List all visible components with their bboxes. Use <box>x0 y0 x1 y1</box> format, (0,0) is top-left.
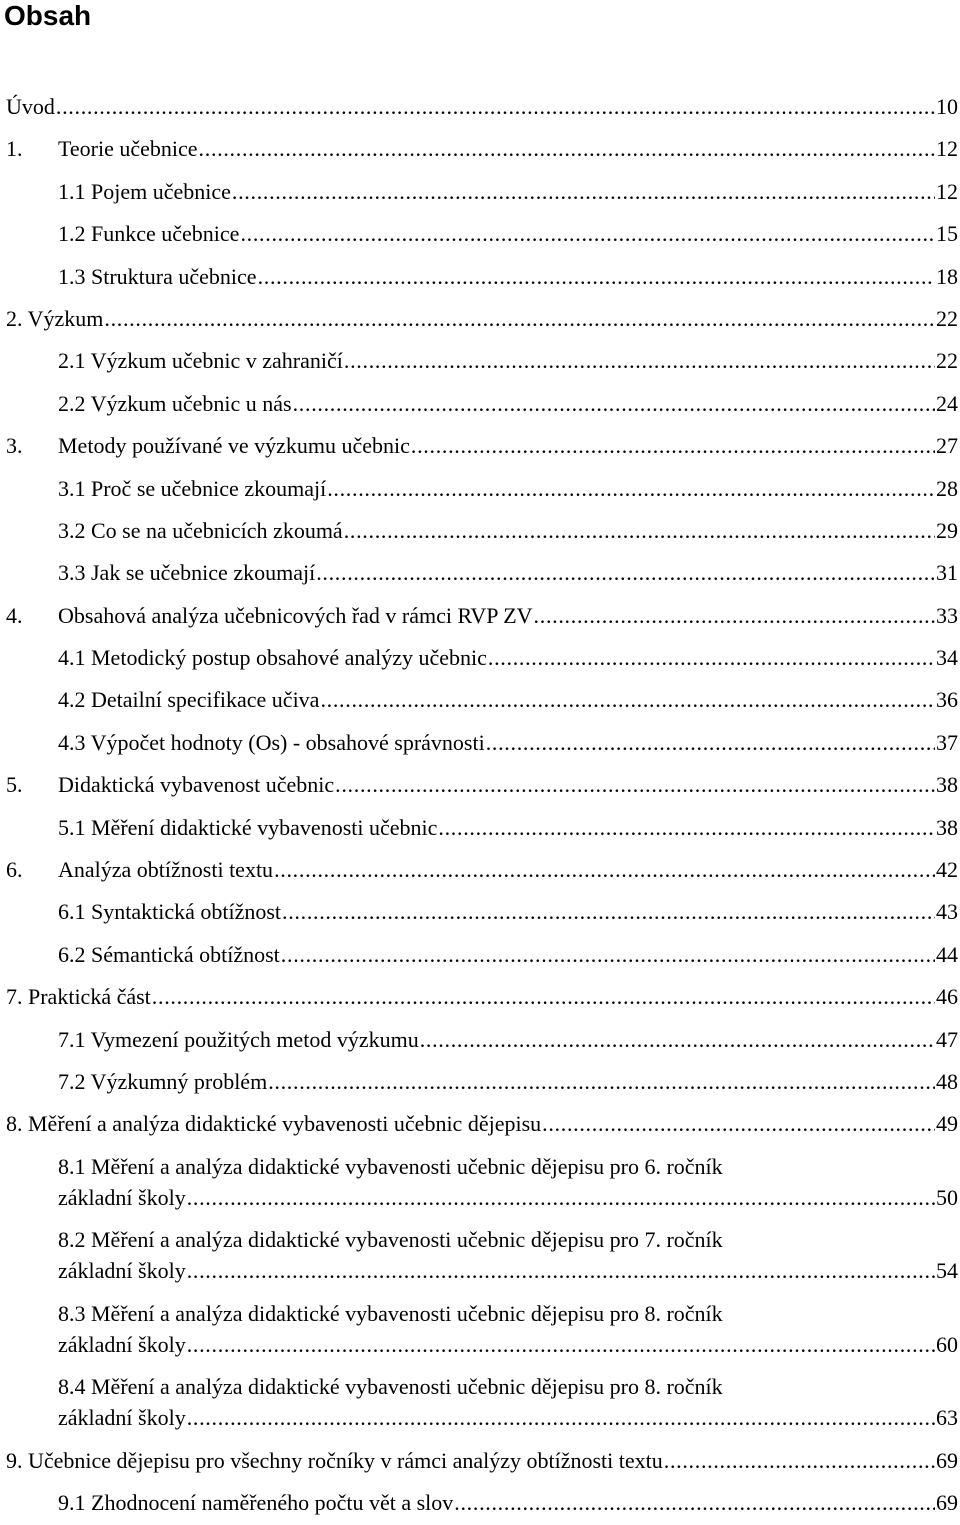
toc-entry-title: 8.2 Měření a analýza didaktické vybavenosti učebnic dějepisu pro 7. ročník <box>58 1227 723 1253</box>
toc-entry-title: 8.1 Měření a analýza didaktické vybavenosti učebnic dějepisu pro 6. ročník <box>58 1153 723 1179</box>
toc-entry[interactable] <box>0 849 960 891</box>
toc-entry-label <box>6 92 55 122</box>
toc-page-number: 15 <box>936 221 958 247</box>
toc-entry-label <box>58 897 281 927</box>
toc-entry-label <box>58 262 257 292</box>
toc-leader-dots <box>316 558 935 588</box>
toc-entry-label <box>6 770 334 800</box>
toc-page-number: 43 <box>936 899 958 925</box>
toc-entry[interactable] <box>0 891 960 933</box>
toc-leader-dots <box>344 516 935 546</box>
toc-entry-title: 9.1 Zhodnocení naměřeného počtu vět a slov <box>58 1490 454 1516</box>
toc-entry[interactable] <box>0 468 960 510</box>
toc-entry-title: 8. Měření a analýza didaktické vybavenosti učebnic dějepisu <box>6 1111 542 1137</box>
toc-leader-dots <box>282 897 935 927</box>
toc-page-number: 42 <box>936 857 958 883</box>
toc-entry[interactable] <box>0 1103 960 1145</box>
toc-entry[interactable] <box>0 1482 960 1524</box>
toc-entry-title: 7. Praktická část <box>6 984 151 1010</box>
toc-entry-title: Teorie učebnice <box>58 136 198 162</box>
toc-entry-title: 3.1 Proč se učebnice zkoumají <box>58 475 327 501</box>
toc-page-number: 34 <box>936 645 958 671</box>
toc-entry[interactable] <box>0 934 960 976</box>
toc-page-number: 22 <box>936 305 958 331</box>
toc-leader-dots <box>293 389 935 419</box>
toc-leader-dots <box>56 92 935 122</box>
toc-entry-label <box>58 346 343 376</box>
toc-entry-label <box>58 685 319 715</box>
toc-leader-dots <box>411 431 935 461</box>
toc-entry[interactable] <box>0 1061 960 1103</box>
toc-entry[interactable] <box>0 425 960 467</box>
toc-page-number: 50 <box>936 1184 958 1210</box>
toc-entry[interactable] <box>0 213 960 255</box>
toc-entry-label <box>58 728 485 758</box>
toc-entry-title: 6.1 Syntaktická obtížnost <box>58 899 282 925</box>
toc-leader-dots <box>104 304 935 334</box>
toc-entry-title: 8.3 Měření a analýza didaktické vybavenosti učebnic dějepisu pro 8. ročník <box>58 1300 723 1326</box>
toc-entry-title-continued: základní školy <box>58 1331 186 1357</box>
toc-page-number: 69 <box>936 1490 958 1516</box>
toc-entry-title: 8.4 Měření a analýza didaktické vybavenosti učebnic dějepisu pro 8. ročník <box>58 1374 723 1400</box>
toc-entry-label <box>6 855 273 885</box>
toc-leader-dots <box>274 855 935 885</box>
toc-page-number: 29 <box>936 517 958 543</box>
toc-leader-dots <box>438 813 935 843</box>
toc-page-number: 24 <box>936 390 958 416</box>
toc-leader-dots <box>240 219 935 249</box>
toc-page-number: 27 <box>936 433 958 459</box>
toc-entry-title-continued: základní školy <box>58 1184 186 1210</box>
toc-entry-label <box>58 1488 453 1518</box>
toc-page-number: 28 <box>936 475 958 501</box>
toc-entry-title: 2.1 Výzkum učebnic v zahraničí <box>58 348 343 374</box>
toc-entry-label <box>58 643 487 673</box>
toc-entry-label <box>6 134 198 164</box>
toc-leader-dots <box>187 1403 935 1433</box>
toc-leader-dots <box>152 982 935 1012</box>
toc-page-number: 49 <box>936 1111 958 1137</box>
toc-page-number: 10 <box>936 94 958 119</box>
toc-entry-label <box>58 813 437 843</box>
toc-entry-title: 1.2 Funkce učebnice <box>58 221 240 247</box>
toc-entry-title: 7.1 Vymezení použitých metod výzkumu <box>58 1026 419 1052</box>
toc-leader-dots <box>542 1109 935 1139</box>
toc-entry[interactable] <box>0 1366 960 1440</box>
toc-entry[interactable] <box>0 1146 960 1220</box>
toc-entry-title-continued: základní školy <box>58 1258 186 1284</box>
toc-entry[interactable] <box>0 679 960 721</box>
toc-entry[interactable] <box>0 256 960 298</box>
toc-entry[interactable] <box>0 1019 960 1061</box>
toc-entry-label <box>6 431 410 461</box>
toc-entry[interactable] <box>0 1293 960 1367</box>
toc-entry[interactable] <box>0 383 960 425</box>
toc-entry-label <box>6 601 533 631</box>
toc-leader-dots <box>281 940 935 970</box>
toc-entry-label <box>6 304 103 334</box>
toc-entry-label <box>6 982 151 1012</box>
toc-page-number: 18 <box>936 263 958 289</box>
toc-entry-title: 1.1 Pojem učebnice <box>58 178 231 204</box>
toc-page-number: 12 <box>936 178 958 204</box>
toc-page-number: 63 <box>936 1405 958 1431</box>
toc-entry-title: 9. Učebnice dějepisu pro všechny ročníky v rámci analýzy obtížnosti textu <box>6 1447 663 1473</box>
toc-page-number: 60 <box>936 1331 958 1357</box>
toc-page-number: 22 <box>936 348 958 374</box>
toc-leader-dots <box>420 1025 935 1055</box>
toc-entry-title: 2.2 Výzkum učebnic u nás <box>58 390 292 416</box>
toc-leader-dots <box>187 1256 935 1286</box>
toc-entry[interactable] <box>0 807 960 849</box>
toc-page-number: 12 <box>936 136 958 162</box>
toc-entry[interactable] <box>0 722 960 764</box>
toc-entry[interactable] <box>0 340 960 382</box>
toc-leader-dots <box>534 601 935 631</box>
toc-entry-title: 4.2 Detailní specifikace učiva <box>58 687 320 713</box>
toc-entry-label <box>58 1067 267 1097</box>
toc-entry-title: 3.2 Co se na učebnicích zkoumá <box>58 517 343 543</box>
toc-leader-dots <box>232 177 935 207</box>
toc-entry[interactable] <box>0 595 960 637</box>
toc-entry[interactable] <box>0 298 960 340</box>
toc-entry-title: 3.3 Jak se učebnice zkoumají <box>58 560 316 586</box>
toc-entry-title: 4.1 Metodický postup obsahové analýzy učebnic <box>58 645 487 671</box>
toc-entry-number: 4. <box>6 602 23 628</box>
toc-leader-dots <box>486 728 935 758</box>
toc-entry-label <box>58 1025 419 1055</box>
toc-entry[interactable] <box>0 552 960 594</box>
toc-entry-label <box>58 558 315 588</box>
toc-leader-dots <box>327 474 935 504</box>
toc-page-number: 54 <box>936 1258 958 1284</box>
toc-leader-dots <box>268 1067 935 1097</box>
toc-entry-title: 6.2 Sémantická obtížnost <box>58 941 280 967</box>
toc-entry-label <box>58 177 231 207</box>
toc-entry[interactable] <box>0 128 960 170</box>
toc-entry[interactable] <box>0 1219 960 1293</box>
toc-entry-label <box>58 389 292 419</box>
toc-leader-dots <box>320 685 935 715</box>
toc-entry-title: 4.3 Výpočet hodnoty (Os) - obsahové správnosti <box>58 729 485 755</box>
toc-page-number: 33 <box>936 602 958 628</box>
toc-page-number: 44 <box>936 941 958 967</box>
toc-page-number: 47 <box>936 1026 958 1052</box>
toc-entry-title: Úvod <box>6 94 55 119</box>
toc-leader-dots <box>454 1488 935 1518</box>
toc-entry-title: Obsahová analýza učebnicových řad v rámci RVP ZV <box>58 602 533 628</box>
toc-entry-number: 3. <box>6 433 23 459</box>
toc-entry-title: 2. Výzkum <box>6 305 104 331</box>
toc-page-number: 38 <box>936 772 958 798</box>
toc-entry-title: Didaktická vybavenost učebnic <box>58 772 335 798</box>
table-of-contents <box>0 86 960 1525</box>
toc-entry-title: Analýza obtížnosti textu <box>58 857 274 883</box>
toc-leader-dots <box>258 262 935 292</box>
toc-leader-dots <box>187 1330 935 1360</box>
toc-entry-title: 1.3 Struktura učebnice <box>58 263 257 289</box>
toc-entry-title-continued: základní školy <box>58 1405 186 1431</box>
toc-page-number: 38 <box>936 814 958 840</box>
toc-entry-label <box>6 1446 663 1476</box>
toc-page-number: 46 <box>936 984 958 1010</box>
toc-entry[interactable] <box>0 764 960 806</box>
toc-entry[interactable] <box>0 86 960 128</box>
toc-leader-dots <box>664 1446 935 1476</box>
toc-entry-title: Metody používané ve výzkumu učebnic <box>58 433 410 459</box>
toc-entry-label <box>58 474 326 504</box>
toc-leader-dots <box>488 643 935 673</box>
toc-entry-number: 6. <box>6 857 23 883</box>
toc-entry-label <box>58 940 280 970</box>
toc-leader-dots <box>335 770 935 800</box>
toc-entry-number: 1. <box>6 136 23 162</box>
toc-entry-title: 5.1 Měření didaktické vybavenosti učebnic <box>58 814 438 840</box>
toc-entry-label <box>58 516 343 546</box>
page-title: Obsah <box>4 0 92 31</box>
toc-entry-label <box>6 1109 541 1139</box>
toc-entry[interactable] <box>0 637 960 679</box>
toc-entry-label <box>58 219 239 249</box>
toc-page-number: 31 <box>936 560 958 586</box>
toc-leader-dots <box>187 1183 935 1213</box>
toc-entry[interactable] <box>0 510 960 552</box>
toc-page-number: 36 <box>936 687 958 713</box>
toc-leader-dots <box>199 134 935 164</box>
toc-entry[interactable] <box>0 1440 960 1482</box>
toc-entry[interactable] <box>0 171 960 213</box>
toc-leader-dots <box>344 346 935 376</box>
toc-entry-number: 5. <box>6 772 23 798</box>
toc-page-number: 48 <box>936 1068 958 1094</box>
toc-entry-title: 7.2 Výzkumný problém <box>58 1068 268 1094</box>
toc-entry[interactable] <box>0 976 960 1018</box>
toc-page-number: 69 <box>936 1447 958 1473</box>
toc-page-number: 37 <box>936 729 958 755</box>
